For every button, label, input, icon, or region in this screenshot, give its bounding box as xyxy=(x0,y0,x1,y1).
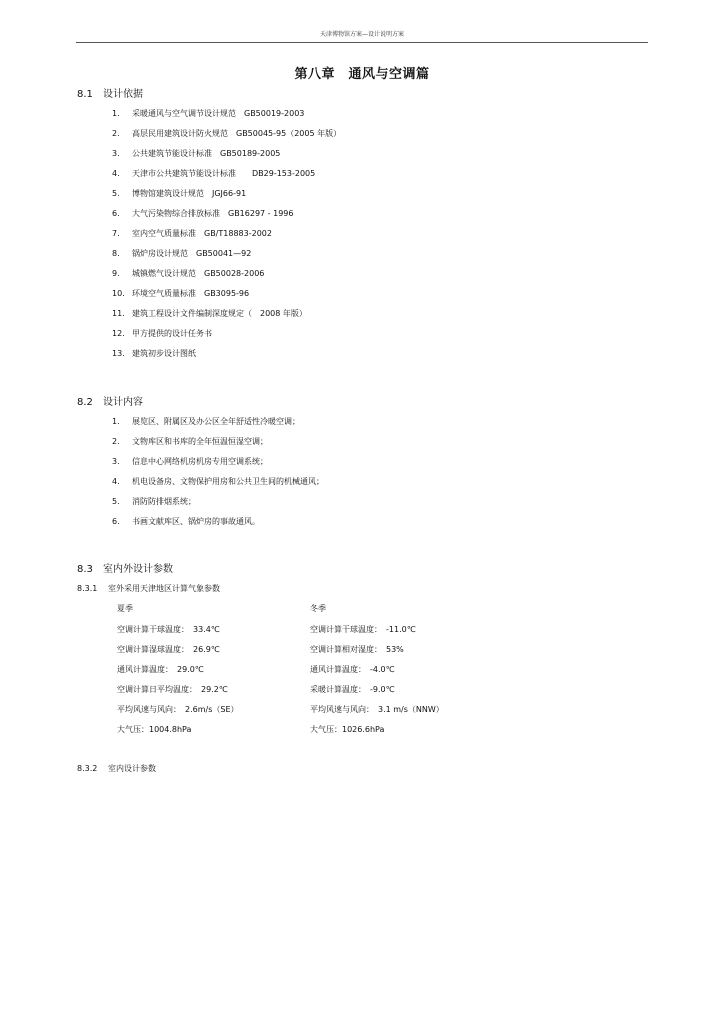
param-row: 采暖计算温度： -9.0℃ xyxy=(310,685,395,694)
section-number: 8.2 xyxy=(77,397,93,408)
param-row: 大气压：1004.8hPa xyxy=(117,725,192,734)
list-item: 9. 城镇燃气设计规范 GB50028-2006 xyxy=(112,269,265,278)
param-row: 空调计算相对湿度： 53% xyxy=(310,645,404,654)
list-item: 2. 文物库区和书库的全年恒温恒湿空调； xyxy=(112,437,268,446)
section-title: 设计依据 xyxy=(103,89,143,100)
param-row: 空调计算湿球温度： 26.9℃ xyxy=(117,645,220,654)
section-number: 8.1 xyxy=(77,89,93,100)
design-content-list xyxy=(112,416,324,536)
section-number: 8.3 xyxy=(77,564,93,575)
list-item: 5. 消防防排烟系统； xyxy=(112,497,196,506)
list-item: 7. 室内空气质量标准 GB/T18883-2002 xyxy=(112,229,272,238)
list-item: 1. 展览区、附属区及办公区全年舒适性冷暖空调； xyxy=(112,417,300,426)
list-item: 8. 锅炉房设计规范 GB50041—92 xyxy=(112,249,252,258)
section-heading-8-2 xyxy=(77,393,143,408)
param-row: 通风计算温度： 29.0℃ xyxy=(117,665,204,674)
param-row: 平均风速与风向： 3.1 m/s（NNW） xyxy=(310,705,444,714)
list-item: 13. 建筑初步设计图纸 xyxy=(112,349,196,358)
section-title: 室内外设计参数 xyxy=(103,564,173,575)
chapter-title: 第八章 通风与空调篇 xyxy=(294,67,430,82)
section-heading-8-1 xyxy=(77,85,143,100)
subsection-number: 8.3.1 xyxy=(77,584,98,593)
list-item: 1. 采暖通风与空气调节设计规范 GB50019-2003 xyxy=(112,109,305,118)
list-item: 12. 甲方提供的设计任务书 xyxy=(112,329,212,338)
param-row: 平均风速与风向： 2.6m/s（SE） xyxy=(117,705,239,714)
list-item: 6. 书画文献库区、锅炉房的事故通风。 xyxy=(112,517,260,526)
summer-heading: 夏季 xyxy=(117,604,133,613)
list-item: 3. 公共建筑节能设计标准 GB50189-2005 xyxy=(112,149,281,158)
list-item: 5. 博物馆建筑设计规范 JGJ66-91 xyxy=(112,189,247,198)
header-rule xyxy=(76,42,648,43)
running-header: 天津博物馆方案—设计说明方案 xyxy=(319,31,404,38)
subsection-heading-8-3-2 xyxy=(77,763,156,774)
list-item: 10. 环境空气质量标准 GB3095-96 xyxy=(112,289,250,298)
list-item: 2. 高层民用建筑设计防火规范 GB50045-95（2005 年版） xyxy=(112,129,342,138)
list-item: 3. 信息中心网络机房机房专用空调系统； xyxy=(112,457,268,466)
list-item: 6. 大气污染物综合排放标准 GB16297 - 1996 xyxy=(112,209,294,218)
list-item: 11. 建筑工程设计文件编制深度规定（ 2008 年版） xyxy=(112,309,307,318)
winter-heading: 冬季 xyxy=(310,604,326,613)
list-item: 4. 天津市公共建筑节能设计标准 DB29-153-2005 xyxy=(112,169,316,178)
section-heading-8-3 xyxy=(77,560,173,575)
list-item: 4. 机电设备房、文物保护用房和公共卫生间的机械通风； xyxy=(112,477,324,486)
param-row: 通风计算温度： -4.0℃ xyxy=(310,665,395,674)
param-row: 大气压：1026.6hPa xyxy=(310,725,385,734)
subsection-number: 8.3.2 xyxy=(77,764,98,773)
param-row: 空调计算日平均温度： 29.2℃ xyxy=(117,685,228,694)
design-basis-list xyxy=(112,108,341,368)
subsection-title: 室内设计参数 xyxy=(108,764,156,773)
subsection-heading-8-3-1 xyxy=(77,583,220,594)
param-row: 空调计算干球温度： -11.0℃ xyxy=(310,625,416,634)
subsection-title: 室外采用天津地区计算气象参数 xyxy=(108,584,220,593)
param-row: 空调计算干球温度： 33.4℃ xyxy=(117,625,220,634)
section-title: 设计内容 xyxy=(103,397,143,408)
